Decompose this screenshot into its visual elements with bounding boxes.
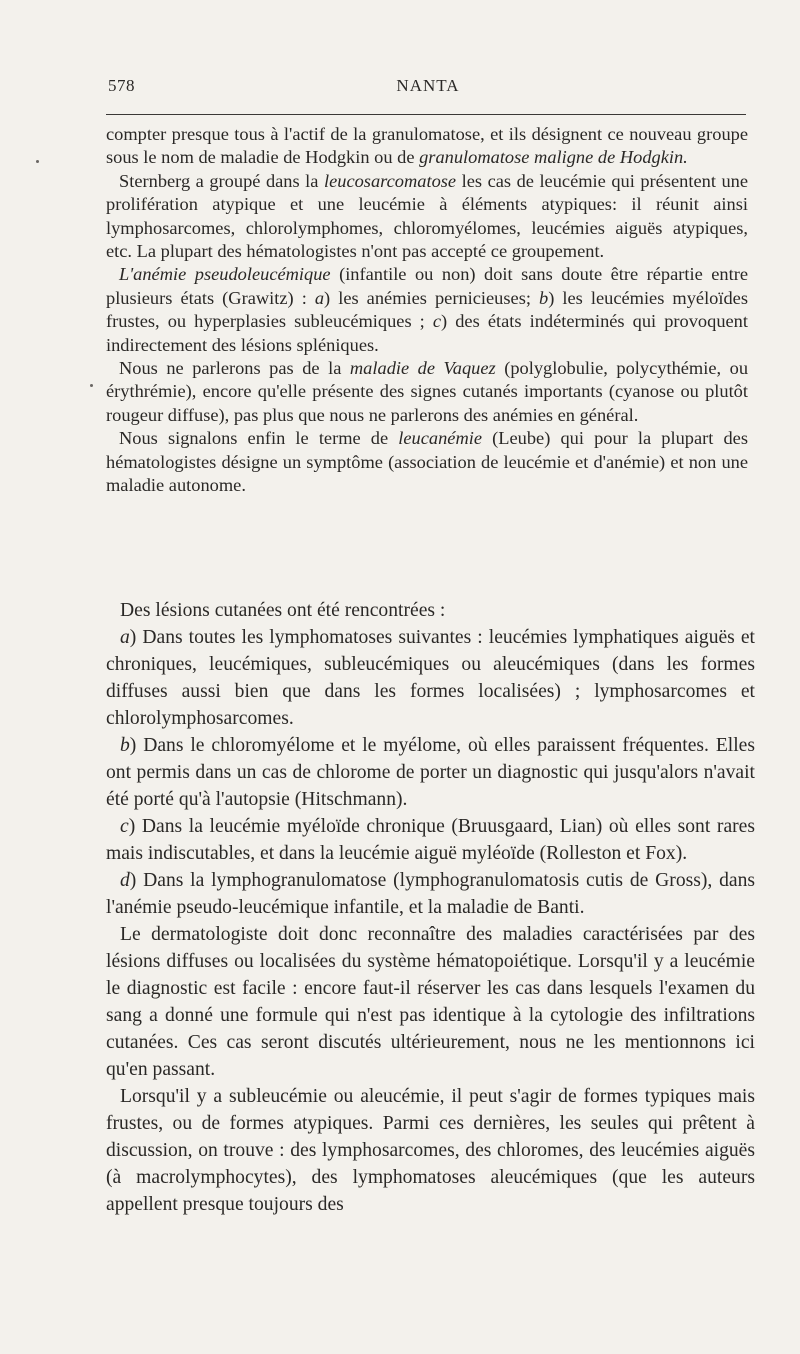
text-run: Lorsqu'il y a subleucémie ou aleucémie, il peut s'agir de formes typiques mais frustes, ou de formes atypiques. Parmi ces dernières, les seules qui prêtent à discussion, on trouve : des lymphosarcomes, des chloromes, des leucémies aiguës (à macrolymphocytes), des lymphomatoses aleucémiques (que les auteurs appellent presque toujours des <box>106 1086 755 1215</box>
paragraph <box>106 597 755 624</box>
italic-run: a <box>314 287 325 308</box>
paragraph <box>106 123 748 170</box>
italic-run: b <box>539 287 549 308</box>
text-run: Nous ne parlerons pas de la <box>119 358 350 379</box>
paragraph <box>106 357 748 427</box>
italic-run: granulomatose maligne de Hodgkin. <box>419 147 688 168</box>
running-title: NANTA <box>396 76 460 95</box>
italic-run: b <box>120 735 130 756</box>
text-run: Sternberg a groupé dans la <box>119 170 324 191</box>
text-run: (infantile ou non) doit sans doute être répartie entre plusieurs états (Grawitz) : <box>106 264 748 308</box>
text-run: les cas de leucémie qui présentent une prolifération atypique et une leucémie à éléments atypiques: il réunit ainsi lymphosarcomes, chlorolymphomes, chloromyélomes, leucémies aiguës atypiques, etc. La plupart des hématologistes n'ont pas accepté ce groupement. <box>106 170 749 262</box>
italic-run: d <box>120 870 130 891</box>
paragraph <box>106 867 755 921</box>
text-run: ) Dans la lymphogranulomatose (lymphogranulomatosis cutis de Gross), dans l'anémie pseudo-leucémique infantile, et la maladie de Banti. <box>106 870 755 918</box>
paragraph <box>106 427 748 497</box>
text-run: Des lésions cutanées ont été rencontrées : <box>120 600 446 621</box>
text-run: (Leube) qui pour la plupart des hématologistes désigne un symptôme (association de leucémie et d'anémie) et non une maladie autonome. <box>106 428 748 496</box>
paragraph <box>106 921 755 1083</box>
page-number: 578 <box>108 76 135 95</box>
paragraph <box>106 732 755 813</box>
paper-speck <box>36 160 39 163</box>
header-rule <box>106 114 746 115</box>
italic-run: leucosarcomatose <box>323 170 457 191</box>
text-run: ) Dans toutes les lymphomatoses suivantes : leucémies lymphatiques aiguës et chroniques, leucémiques, subleucémiques ou aleucémiques (dans les formes diffuses aussi bien que dans les formes localisées) ; lymphosarcomes et chlorolymphosarcomes. <box>106 627 755 729</box>
paragraph <box>106 813 755 867</box>
text-run: Le dermatologiste doit donc reconnaître des maladies caractérisées par des lésions diffuses ou localisées du système hématopoiétique. Lorsqu'il y a leucémie le diagnostic est facile : encore faut-il réserver les cas dans lesquels l'examen du sang a donné une formule qui n'est pas identique à la cytologie des infiltrations cutanées. Ces cas seront discutés ultérieurement, nous ne les mentionnons ici qu'en passant. <box>106 924 755 1080</box>
paragraph <box>106 624 755 732</box>
italic-run: c <box>432 311 442 332</box>
text-run: compter presque tous à l'actif de la granulomatose, et ils désignent ce nouveau groupe sous le nom de maladie de Hodgkin ou de <box>106 124 748 168</box>
text-run: (polyglobulie, polycythémie, ou érythrémie), encore qu'elle présente des signes cutanés importants (cyanose ou plutôt rougeur diffuse), pas plus que nous ne parlerons des anémies en général. <box>106 358 749 425</box>
paper-speck <box>90 384 93 387</box>
body-text-section-2 <box>106 597 755 1218</box>
paragraph <box>106 263 748 357</box>
body-text-section-1 <box>106 123 748 498</box>
text-run: ) les anémies pernicieuses; <box>324 287 540 308</box>
italic-run: L'anémie pseudoleucémique <box>119 264 331 285</box>
text-run: Nous signalons enfin le terme de <box>119 428 399 449</box>
text-run: ) Dans le chloromyélome et le myélome, où elles paraissent fréquentes. Elles ont permis dans un cas de chlorome de porter un diagnostic qui jusqu'alors n'avait été porté qu'à l'autopsie (Hitschmann). <box>106 735 755 810</box>
page-header <box>108 76 748 102</box>
text-run: ) Dans la leucémie myéloïde chronique (Bruusgaard, Lian) où elles sont rares mais indiscutables, et dans la leucémie aiguë myléoïde (Rolleston et Fox). <box>106 816 755 864</box>
italic-run: c <box>120 816 129 837</box>
paragraph <box>106 170 748 264</box>
text-run: ) des états indéterminés qui provoquent indirectement des lésions spléniques. <box>106 311 748 355</box>
italic-run: a <box>120 627 130 648</box>
paragraph <box>106 1083 755 1218</box>
italic-run: maladie de Vaquez <box>349 358 496 379</box>
italic-run: leucanémie <box>398 428 483 449</box>
text-run: ) les leucémies myéloïdes frustes, ou hyperplasies subleucémiques ; <box>106 287 749 332</box>
